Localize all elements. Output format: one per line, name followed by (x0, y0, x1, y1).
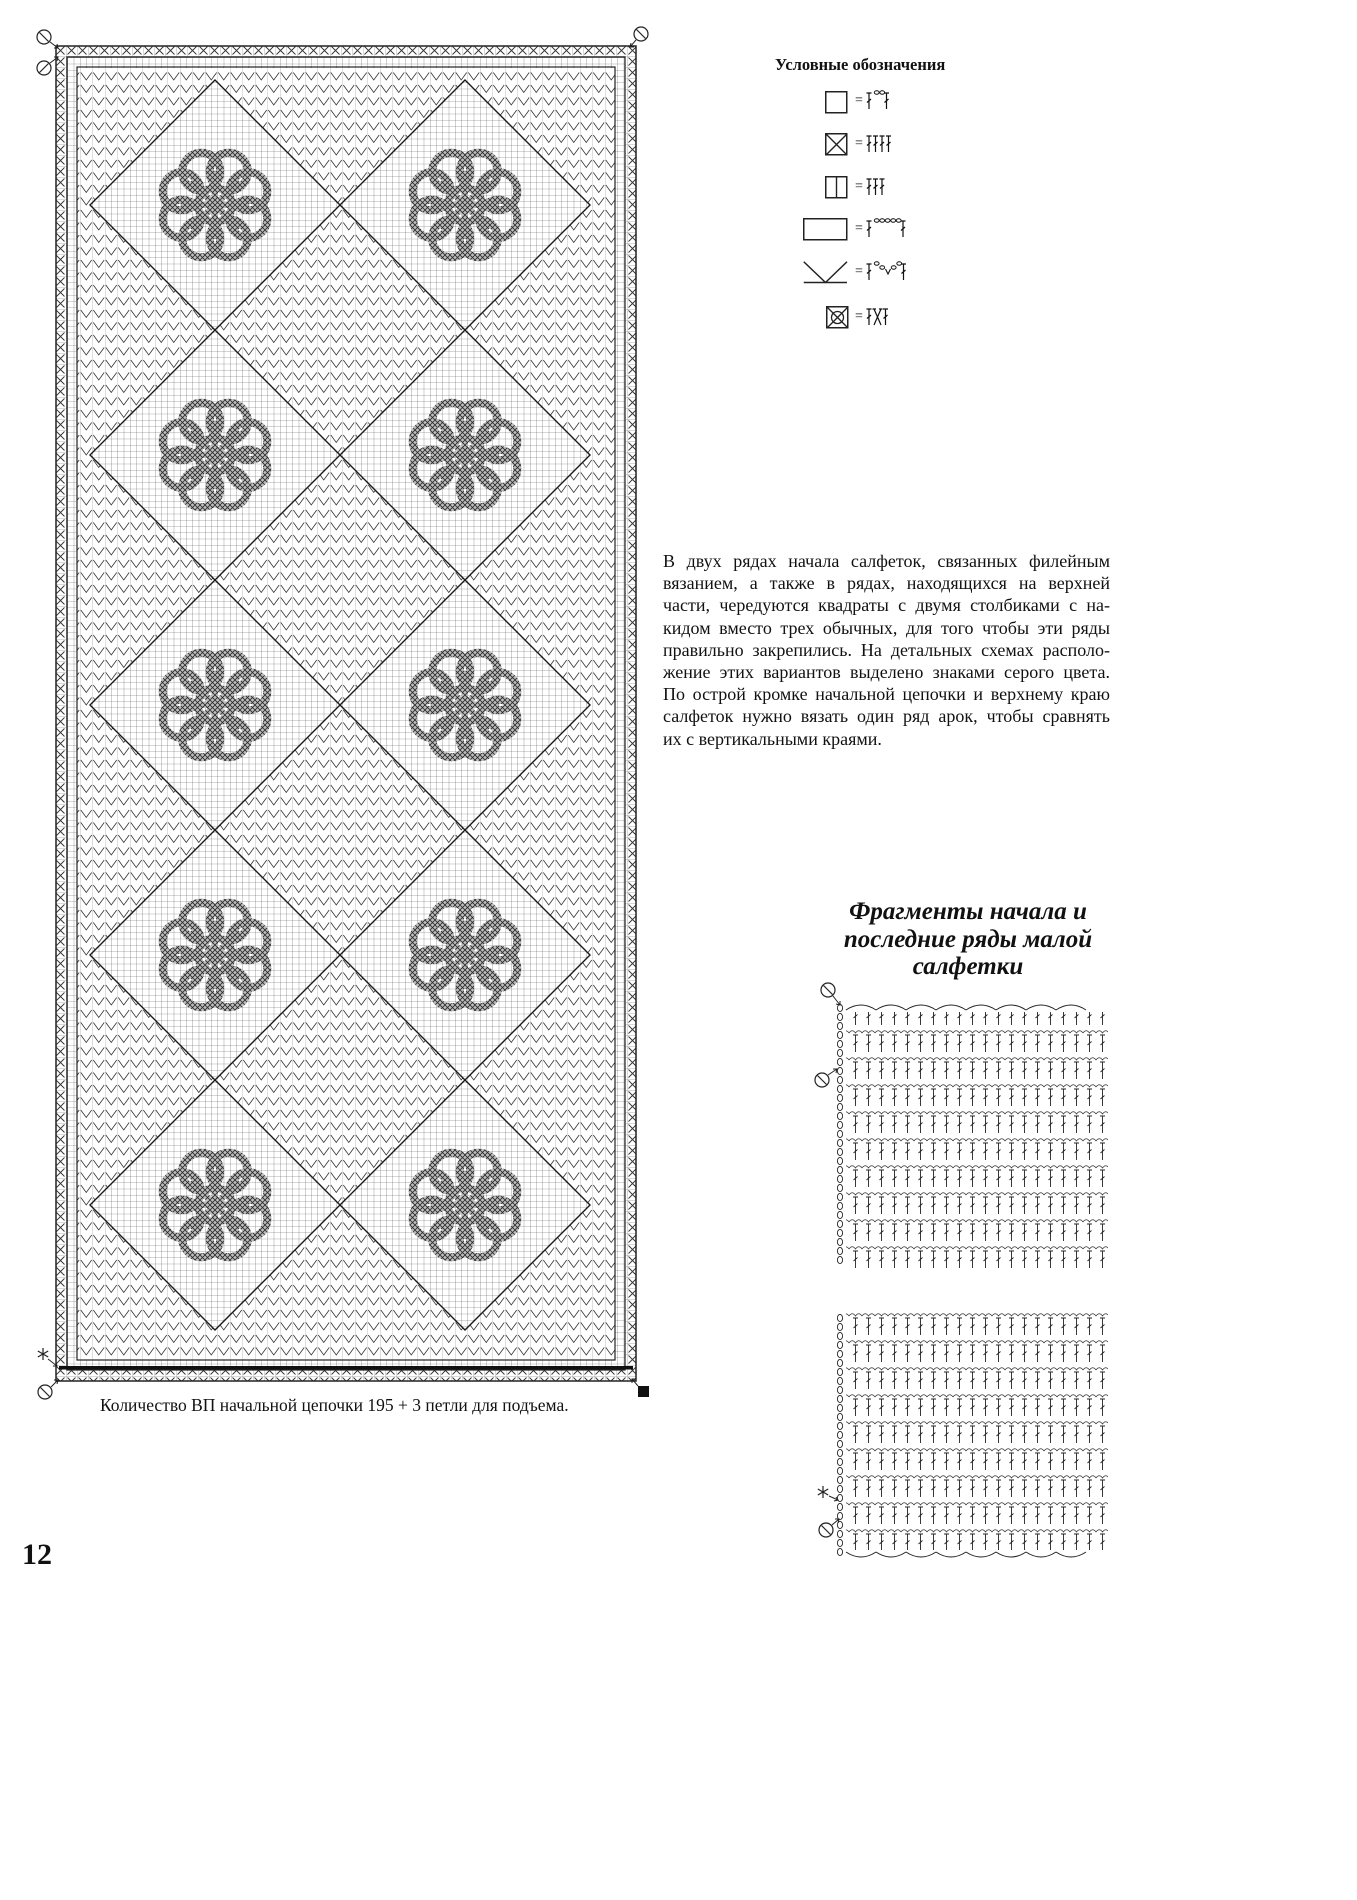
chain-stitch (837, 1323, 842, 1330)
description-line: вязанием, а также в рядах, находящихся на верхней (663, 573, 1110, 594)
icon-outline (804, 219, 847, 240)
circled-x-icon (634, 27, 648, 41)
picot-arc (996, 1005, 1026, 1010)
double-crochet-symbol (867, 136, 872, 152)
asterisk-icon (818, 1486, 828, 1498)
split-square-icon (825, 176, 848, 199)
chain-stitch (837, 1341, 842, 1348)
flower-center (457, 947, 473, 963)
chain-symbol (891, 266, 896, 269)
chain-stitch (837, 1431, 842, 1438)
double-crochet-symbol (873, 136, 878, 152)
chain-stitch (837, 1076, 842, 1083)
chain-stitch (837, 1404, 842, 1411)
chain-stitch (837, 1247, 842, 1254)
chain-stitch (837, 1485, 842, 1492)
double-crochet-symbol (867, 93, 872, 109)
chain-stitch (837, 1157, 842, 1164)
description-paragraph (663, 550, 1110, 750)
chain-stitch (837, 1476, 842, 1483)
chain-stitch (837, 1359, 842, 1366)
chain-stitch (837, 1094, 842, 1101)
chain-stitch (837, 1058, 842, 1065)
chain-stitch (837, 1256, 842, 1263)
picot-arc (966, 1552, 996, 1557)
chain-stitch (837, 1121, 842, 1128)
picot-arc (846, 1552, 876, 1557)
picot-arc (966, 1005, 996, 1010)
chain-stitch (837, 1494, 842, 1501)
chain-stitch (837, 1413, 842, 1420)
double-crochet-symbol (901, 221, 906, 237)
chain-stitch (837, 1040, 842, 1047)
double-crochet-symbol (884, 93, 889, 109)
page-number: 12 (22, 1538, 52, 1571)
chain-symbol (891, 219, 896, 222)
description-line: По острой кромке начальной цепочки и верхнему краю (663, 684, 1110, 705)
legend-equals: = (855, 264, 863, 279)
double-crochet-symbol (883, 309, 888, 325)
chain-symbol (874, 262, 879, 265)
chain-stitch (837, 1022, 842, 1029)
foundation-chain-line (59, 1366, 633, 1370)
chart-caption: Количество ВП начальной цепочки 195 + 3 петли для подъема. (100, 1395, 569, 1415)
circled-x-icon (38, 1385, 52, 1399)
chain-stitch (837, 1458, 842, 1465)
chain-stitch (837, 1130, 842, 1137)
chain-stitch (837, 1238, 842, 1245)
double-crochet-symbol (880, 136, 885, 152)
picot-arc (876, 1552, 906, 1557)
flower-center (207, 447, 223, 463)
crochet-notation-icon (866, 260, 926, 284)
chain-stitch (837, 1085, 842, 1092)
legend-equals: = (855, 93, 863, 108)
circled-x-icon (37, 30, 51, 44)
flower-center (207, 1197, 223, 1213)
chain-stitch (837, 1103, 842, 1110)
icon-v-lines (804, 262, 847, 283)
circled-x-icon (819, 1523, 833, 1537)
chain-stitch (837, 1031, 842, 1038)
fragments-heading-line: Фрагменты начала и (849, 898, 1087, 925)
crochet-notation-icon (866, 89, 926, 113)
chain-stitch (837, 1350, 842, 1357)
chain-stitch (837, 1314, 842, 1321)
description-line: правильно закрепились. На детальных схемах располо- (663, 639, 1110, 660)
circled-x-icon (815, 1073, 829, 1087)
icon-outline (826, 92, 847, 113)
legend-equals: = (855, 221, 863, 236)
legend-title: Условные обозначения (775, 55, 946, 74)
double-crochet-symbol (867, 264, 872, 280)
chain-stitch (837, 1112, 842, 1119)
empty-square-icon (825, 91, 848, 114)
picot-arc (906, 1005, 936, 1010)
crochet-notation-icon (866, 175, 926, 199)
chain-stitch (837, 1395, 842, 1402)
chain-stitch (837, 1386, 842, 1393)
double-crochet-symbol (873, 179, 878, 195)
chain-stitch (837, 1530, 842, 1537)
flower-center (457, 1197, 473, 1213)
picot-arc (846, 1005, 876, 1010)
chain-stitch (837, 1067, 842, 1074)
flower-center (207, 197, 223, 213)
chain-symbol (885, 219, 890, 222)
stitch-rows (846, 1312, 1108, 1550)
chain-stitch (837, 1332, 842, 1339)
chain-stitch (837, 1139, 842, 1146)
crochet-notation-icon (866, 305, 926, 329)
chain-stitch (837, 1449, 842, 1456)
crossed-square-icon (825, 133, 848, 156)
circled-x-icon (37, 61, 51, 75)
chain-stitch (837, 1220, 842, 1227)
circled-x-icon (821, 983, 835, 997)
legend-equals: = (855, 136, 863, 151)
picot-arc (876, 1005, 906, 1010)
crochet-notation-icon (866, 132, 926, 156)
chain-stitch (837, 1175, 842, 1182)
picot-arc (1026, 1552, 1056, 1557)
chain-stitch (837, 1539, 842, 1546)
picot-arc (1056, 1005, 1086, 1010)
black-square-icon (638, 1386, 649, 1397)
description-line: их с вертикальными краями. (663, 728, 882, 749)
picot-arc (936, 1005, 966, 1010)
single-crochet-symbol (886, 269, 891, 274)
flower-center (457, 447, 473, 463)
flower-center (207, 697, 223, 713)
chain-stitch (837, 1229, 842, 1236)
chain-symbol (874, 219, 879, 222)
chain-stitch (837, 1377, 842, 1384)
wide-rectangle-icon (803, 218, 848, 241)
chain-symbol (874, 91, 879, 94)
chain-symbol (880, 219, 885, 222)
chain-stitch (837, 1004, 842, 1011)
asterisk-icon (38, 1348, 48, 1360)
chain-stitch (837, 1422, 842, 1429)
description-line: кидом вместо трех обычных, для того чтобы эти ряды (663, 617, 1110, 638)
chain-stitch (837, 1521, 842, 1528)
legend-equals: = (855, 179, 863, 194)
picot-arc (1026, 1005, 1056, 1010)
flower-center (457, 197, 473, 213)
chain-stitch (837, 1512, 842, 1519)
picot-arc (996, 1552, 1026, 1557)
double-crochet-symbol (867, 309, 872, 325)
fragment-chart-start (836, 1000, 1108, 1272)
description-line: салфеток нужно вязать один ряд арок, чтобы сравнять (663, 706, 1110, 727)
chain-stitch (837, 1193, 842, 1200)
double-crochet-symbol (867, 221, 872, 237)
chain-symbol (896, 219, 901, 222)
description-line: В двух рядах начала салфеток, связанных филейным (663, 551, 1110, 571)
picot-arc (1056, 1552, 1086, 1557)
double-crochet-symbol (867, 179, 872, 195)
chain-stitch (837, 1184, 842, 1191)
double-crochet-symbol (886, 136, 891, 152)
double-crochet-symbol (880, 179, 885, 195)
chain-stitch (837, 1467, 842, 1474)
legend-equals: = (855, 309, 863, 324)
double-crochet-symbol (901, 264, 906, 280)
fragments-heading-line: салфетки (912, 953, 1024, 980)
chain-stitch (837, 1049, 842, 1056)
fragments-heading-line: последние ряды малой (843, 925, 1093, 953)
description-line: части, чередуются квадраты с двумя столбиками с на- (663, 595, 1110, 616)
chain-stitch (837, 1211, 842, 1218)
crochet-notation-icon (866, 217, 926, 241)
fragment-chart-end (836, 1310, 1108, 1562)
stitch-rows (846, 1012, 1108, 1270)
main-filet-chart (55, 45, 637, 1382)
flower-center (207, 947, 223, 963)
chain-stitch (837, 1013, 842, 1020)
chain-stitch (837, 1503, 842, 1510)
description-line: жение этих вариантов выделено знаками серого цвета. (663, 662, 1110, 683)
chain-stitch (837, 1166, 842, 1173)
chain-stitch (837, 1440, 842, 1447)
crossed-circle-square-icon (826, 306, 849, 329)
chain-symbol (880, 91, 885, 94)
chain-symbol (897, 262, 902, 265)
crossed-double-crochet-symbol (873, 309, 883, 325)
chain-symbol (880, 266, 885, 269)
picot-arc (936, 1552, 966, 1557)
chain-stitch (837, 1148, 842, 1155)
v-arch-icon (803, 261, 848, 284)
chain-stitch (837, 1548, 842, 1555)
chain-stitch (837, 1202, 842, 1209)
chain-stitch (837, 1368, 842, 1375)
picot-arc (906, 1552, 936, 1557)
flower-center (457, 697, 473, 713)
fragments-heading (820, 898, 1116, 981)
